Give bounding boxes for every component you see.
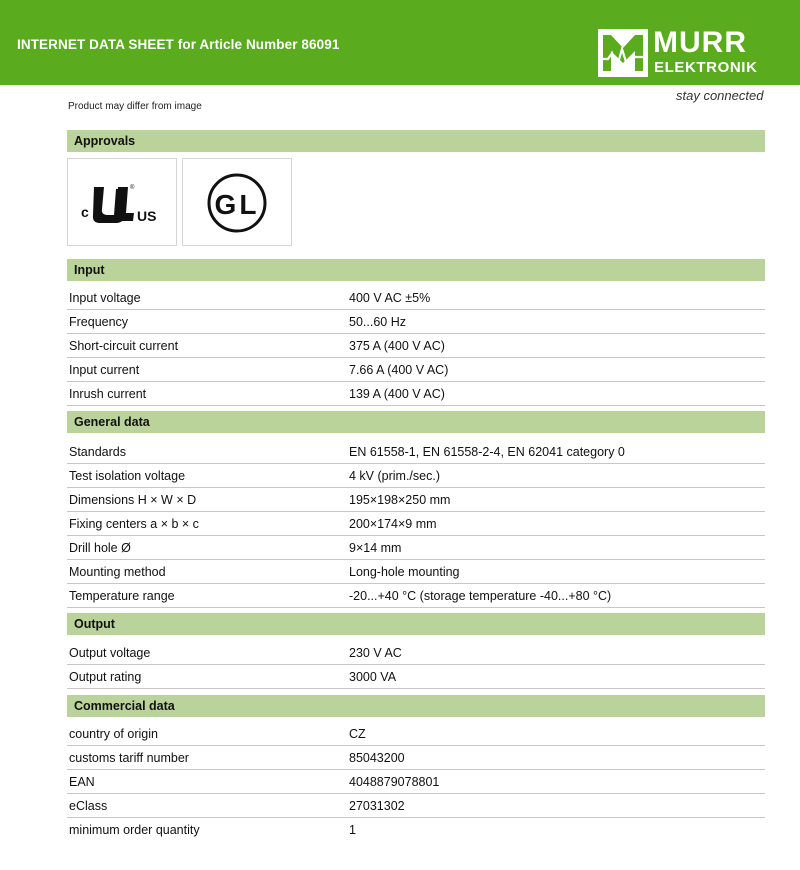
table-row <box>67 512 765 536</box>
gl-icon <box>183 159 291 245</box>
table-row <box>67 746 765 770</box>
row-value: -20...+40 °C (storage temperature -40...+80 °C) <box>349 589 612 603</box>
row-value: 400 V AC ±5% <box>349 291 431 305</box>
section-heading: Output <box>74 617 115 631</box>
row-value: 195×198×250 mm <box>349 493 451 507</box>
row-value: CZ <box>349 727 366 741</box>
row-label: Input voltage <box>69 291 141 305</box>
row-label: customs tariff number <box>69 751 189 765</box>
row-value: 139 A (400 V AC) <box>349 387 445 401</box>
culus-icon <box>68 159 176 245</box>
culus-suffix: US <box>137 208 157 224</box>
table-row <box>67 310 765 334</box>
table-row <box>67 286 765 310</box>
section-heading: Input <box>74 263 105 277</box>
table-row <box>67 770 765 794</box>
section-heading: General data <box>74 415 150 429</box>
row-label: minimum order quantity <box>69 823 200 837</box>
row-label: Inrush current <box>69 387 147 401</box>
row-label: Output rating <box>69 670 142 684</box>
row-label: EAN <box>69 775 95 789</box>
section-heading: Commercial data <box>74 699 175 713</box>
section-input <box>67 259 765 281</box>
section-approvals <box>67 130 765 152</box>
section-general-data <box>67 411 765 433</box>
image-note: Product may differ from image <box>68 101 202 112</box>
page-title: INTERNET DATA SHEET for Article Number 86091 <box>17 37 340 52</box>
section-heading: Approvals <box>74 134 136 148</box>
table-row <box>67 560 765 584</box>
table-row <box>67 440 765 464</box>
table-row <box>67 665 765 689</box>
svg-text:®: ® <box>130 185 135 191</box>
row-value: 200×174×9 mm <box>349 517 437 531</box>
row-label: Output voltage <box>69 646 151 660</box>
row-value: 27031302 <box>349 799 405 813</box>
row-label: Test isolation voltage <box>69 469 186 483</box>
table-row <box>67 488 765 512</box>
row-value: 375 A (400 V AC) <box>349 339 445 353</box>
row-label: Short-circuit current <box>69 339 179 353</box>
row-value: Long-hole mounting <box>349 565 460 579</box>
row-label: Dimensions H × W × D <box>69 493 197 507</box>
gl-mark-text: GL <box>214 189 260 220</box>
row-value: 4 kV (prim./sec.) <box>349 469 440 483</box>
table-row <box>67 358 765 382</box>
logo-word-elektronik: ELEKTRONIK <box>654 59 758 76</box>
murr-elektronik-logo[interactable] <box>598 27 760 83</box>
table-row <box>67 722 765 746</box>
row-value: 230 V AC <box>349 646 402 660</box>
row-value: EN 61558-1, EN 61558-2-4, EN 62041 category 0 <box>349 445 625 459</box>
row-label: Drill hole Ø <box>69 541 131 555</box>
culus-prefix: c <box>81 204 89 220</box>
row-value: 3000 VA <box>349 670 397 684</box>
row-label: eClass <box>69 799 108 813</box>
tagline: stay connected <box>676 88 764 103</box>
table-row <box>67 794 765 818</box>
row-value: 50...60 Hz <box>349 315 406 329</box>
row-label: Input current <box>69 363 140 377</box>
table-row <box>67 818 765 842</box>
table-row <box>67 536 765 560</box>
row-value: 4048879078801 <box>349 775 440 789</box>
table-row <box>67 641 765 665</box>
table-row <box>67 382 765 406</box>
row-label: Temperature range <box>69 589 175 603</box>
logo-word-murr: MURR <box>653 26 747 59</box>
row-label: Fixing centers a × b × c <box>69 517 199 531</box>
approval-badge-culus <box>67 158 177 246</box>
row-value: 1 <box>349 823 356 837</box>
table-row <box>67 464 765 488</box>
table-row <box>67 584 765 608</box>
section-commercial-data <box>67 695 765 717</box>
section-output <box>67 613 765 635</box>
row-value: 9×14 mm <box>349 541 402 555</box>
row-label: Standards <box>69 445 126 459</box>
header-bar <box>0 0 800 85</box>
murr-logo-mark-icon <box>598 29 648 77</box>
row-label: country of origin <box>69 727 158 741</box>
approval-badge-gl <box>182 158 292 246</box>
row-value: 7.66 A (400 V AC) <box>349 363 449 377</box>
table-row <box>67 334 765 358</box>
row-label: Frequency <box>69 315 129 329</box>
row-value: 85043200 <box>349 751 405 765</box>
row-label: Mounting method <box>69 565 166 579</box>
